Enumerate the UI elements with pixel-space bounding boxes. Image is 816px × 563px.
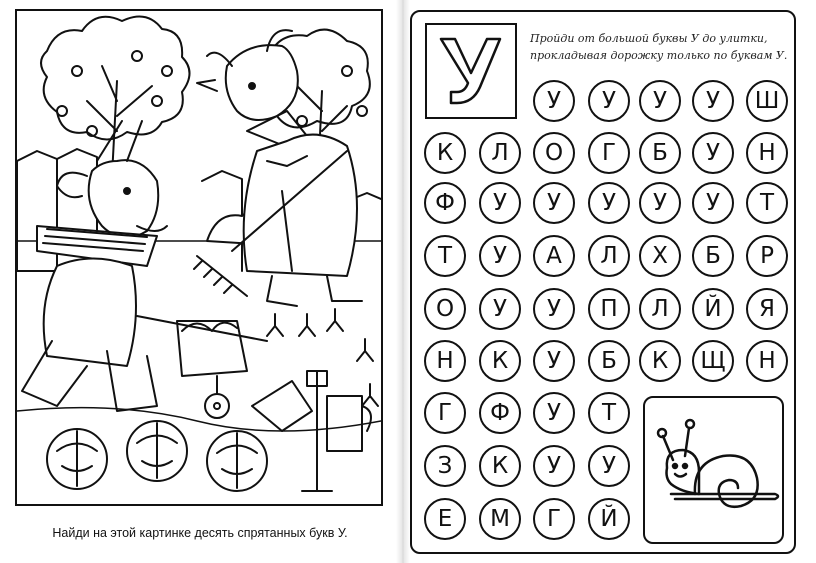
letter-cell[interactable]: У [588, 182, 630, 224]
letter-cell[interactable]: У [639, 80, 681, 122]
letter-cell[interactable]: Г [424, 392, 466, 434]
letter-cell[interactable]: Т [588, 392, 630, 434]
snail-icon [658, 420, 778, 507]
letter-cell[interactable]: Г [588, 132, 630, 174]
letter-cell[interactable]: У [533, 392, 575, 434]
big-letter-u [441, 39, 500, 103]
letter-cell[interactable]: Л [588, 235, 630, 277]
letter-cell[interactable]: К [639, 340, 681, 382]
letter-cell[interactable]: У [533, 288, 575, 330]
letter-cell[interactable]: Е [424, 498, 466, 540]
letter-cell[interactable]: К [479, 445, 521, 487]
letter-cell[interactable]: У [692, 182, 734, 224]
book-spine [396, 0, 410, 563]
letter-cell[interactable]: Ф [479, 392, 521, 434]
letter-cell[interactable]: К [424, 132, 466, 174]
letter-cell[interactable]: О [424, 288, 466, 330]
maze-instructions [530, 30, 788, 64]
start-letter-box [425, 23, 517, 119]
letter-cell[interactable]: З [424, 445, 466, 487]
letter-cell[interactable]: У [479, 182, 521, 224]
letter-cell[interactable]: У [692, 80, 734, 122]
letter-cell[interactable]: Т [746, 182, 788, 224]
letter-cell[interactable]: М [479, 498, 521, 540]
snail-goal-box[interactable] [643, 396, 784, 544]
letter-cell[interactable]: О [533, 132, 575, 174]
letter-cell[interactable]: Б [692, 235, 734, 277]
letter-cell[interactable]: Н [746, 132, 788, 174]
letter-cell[interactable]: У [533, 80, 575, 122]
coloring-picture [15, 9, 383, 506]
instruction-line: прокладывая дорожку только по буквам У. [530, 49, 788, 62]
letter-cell[interactable]: Л [479, 132, 521, 174]
letter-cell[interactable]: У [533, 182, 575, 224]
letter-cell[interactable]: У [479, 235, 521, 277]
letter-cell[interactable]: У [479, 288, 521, 330]
letter-cell[interactable]: Т [424, 235, 466, 277]
letter-cell[interactable]: К [479, 340, 521, 382]
find-letters-caption: Найди на этой картинке десять спрятанных букв У. [52, 526, 348, 540]
letter-cell[interactable]: Л [639, 288, 681, 330]
letter-cell[interactable]: Г [533, 498, 575, 540]
letter-cell[interactable]: У [588, 80, 630, 122]
letter-cell[interactable]: У [588, 445, 630, 487]
letter-cell[interactable]: У [533, 340, 575, 382]
letter-cell[interactable]: У [639, 182, 681, 224]
instruction-line: Пройди от большой буквы У до улитки, [530, 32, 768, 45]
letter-cell[interactable]: Б [588, 340, 630, 382]
letter-cell[interactable]: У [533, 445, 575, 487]
left-page [0, 0, 400, 563]
letter-cell[interactable]: Б [639, 132, 681, 174]
letter-cell[interactable]: Н [746, 340, 788, 382]
letter-cell[interactable]: Х [639, 235, 681, 277]
letter-cell[interactable]: Ф [424, 182, 466, 224]
letter-cell[interactable]: П [588, 288, 630, 330]
letter-cell[interactable]: А [533, 235, 575, 277]
letter-cell[interactable]: У [692, 132, 734, 174]
letter-cell[interactable]: Я [746, 288, 788, 330]
letter-cell[interactable]: Й [588, 498, 630, 540]
goat-with-wheelbarrow [22, 121, 267, 418]
letter-cell[interactable]: Р [746, 235, 788, 277]
letter-cell[interactable]: Ш [746, 80, 788, 122]
letter-cell[interactable]: Н [424, 340, 466, 382]
letter-cell[interactable]: Щ [692, 340, 734, 382]
cabbages [47, 421, 267, 491]
goat-with-rake [194, 30, 362, 306]
letter-cell[interactable]: Й [692, 288, 734, 330]
